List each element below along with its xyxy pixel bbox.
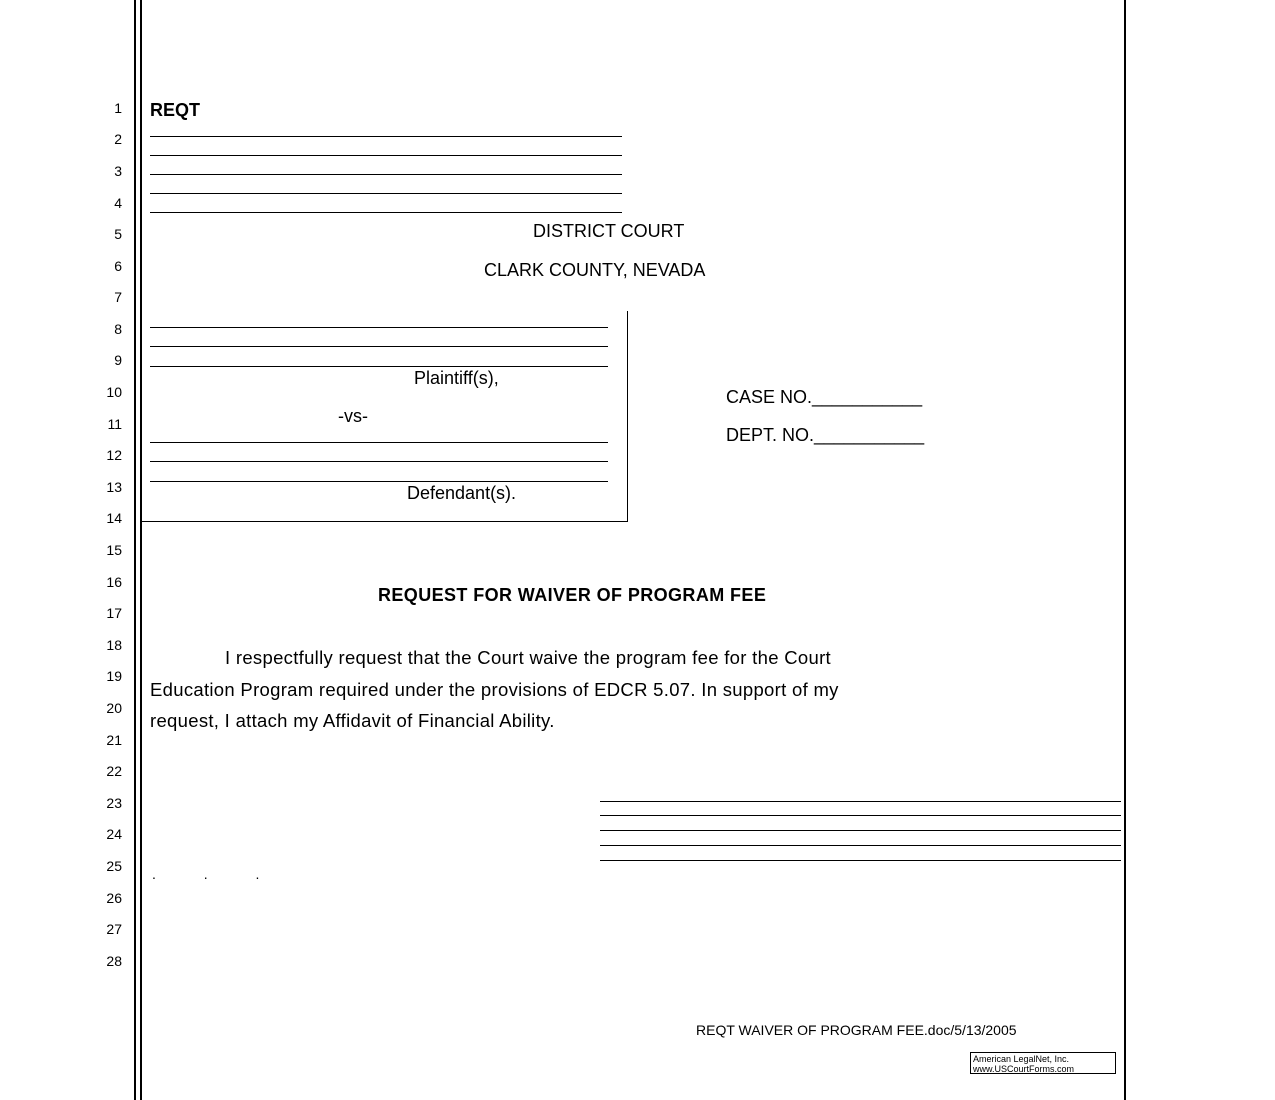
signature-blank-5[interactable] xyxy=(600,860,1121,861)
publisher-logo xyxy=(970,1052,1116,1074)
line-number: 7 xyxy=(114,289,122,305)
document-title: REQUEST FOR WAIVER OF PROGRAM FEE xyxy=(378,585,767,605)
signature-blank-2[interactable] xyxy=(600,815,1121,816)
dept-number-label: DEPT. NO. xyxy=(726,425,815,445)
line-number: 27 xyxy=(106,921,122,937)
line-number: 25 xyxy=(106,858,122,874)
signature-blank-1[interactable] xyxy=(600,801,1121,802)
line-number: 21 xyxy=(106,732,122,748)
line-number: 1 xyxy=(114,100,122,116)
publisher-url: www.USCourtForms.com xyxy=(973,1064,1075,1074)
signature-blank-3[interactable] xyxy=(600,830,1121,831)
body-line-1: I respectfully request that the Court waive the program fee for the Court xyxy=(225,647,831,668)
body-line-3: request, I attach my Affidavit of Financial Ability. xyxy=(150,710,555,731)
plaintiff-name-blank-2[interactable] xyxy=(150,346,608,347)
margin-rule-right xyxy=(1124,0,1126,1100)
plaintiff-label: Plaintiff(s), xyxy=(414,368,499,388)
line-number: 15 xyxy=(106,542,122,558)
attorney-info-blank-1[interactable] xyxy=(150,136,622,137)
plaintiff-name-blank-3[interactable] xyxy=(150,366,608,367)
line-number: 9 xyxy=(114,352,122,368)
line-number: 14 xyxy=(106,510,122,526)
margin-rule-left-inner xyxy=(140,0,142,1100)
line-number: 28 xyxy=(106,953,122,969)
defendant-name-blank-3[interactable] xyxy=(150,481,608,482)
line-number: 18 xyxy=(106,637,122,653)
signature-blank-4[interactable] xyxy=(600,845,1121,846)
attorney-info-blank-3[interactable] xyxy=(150,174,622,175)
line-number: 6 xyxy=(114,258,122,274)
line-number: 20 xyxy=(106,700,122,716)
defendant-name-blank-2[interactable] xyxy=(150,461,608,462)
publisher-name: American LegalNet, Inc. xyxy=(973,1054,1070,1064)
dept-number-line xyxy=(726,424,924,446)
line-number: 17 xyxy=(106,605,122,621)
line-number: 26 xyxy=(106,890,122,906)
line-number: 12 xyxy=(106,447,122,463)
plaintiff-name-blank-1[interactable] xyxy=(150,327,608,328)
defendant-label: Defendant(s). xyxy=(407,483,517,503)
line-number: 4 xyxy=(114,195,122,211)
line-number: 8 xyxy=(114,321,122,337)
case-number-label: CASE NO. xyxy=(726,387,813,407)
case-number-line xyxy=(726,386,922,408)
line-number: 13 xyxy=(106,479,122,495)
line-number: 19 xyxy=(106,668,122,684)
case-number-field[interactable]: ___________ xyxy=(812,387,923,407)
caption-box-bottom-rule xyxy=(140,521,628,522)
line-number: 2 xyxy=(114,131,122,147)
caption-box-right-rule xyxy=(627,311,628,522)
body-line-2: Education Program required under the provisions of EDCR 5.07. In support of my xyxy=(150,679,839,700)
line-number: 11 xyxy=(107,416,122,432)
line-number: 3 xyxy=(114,163,122,179)
versus-label: -vs- xyxy=(338,406,368,426)
line-number: 10 xyxy=(106,384,122,400)
line-number: 22 xyxy=(106,763,122,779)
line-number: 16 xyxy=(106,574,122,590)
doc-code: REQT xyxy=(150,100,201,120)
attorney-info-blank-4[interactable] xyxy=(150,193,622,194)
attorney-info-blank-2[interactable] xyxy=(150,155,622,156)
dept-number-field[interactable]: ___________ xyxy=(814,425,925,445)
line-number: 5 xyxy=(114,226,122,242)
line-number: 24 xyxy=(106,826,122,842)
court-county: CLARK COUNTY, NEVADA xyxy=(484,260,706,280)
line-number: 23 xyxy=(106,795,122,811)
court-name: DISTRICT COURT xyxy=(533,221,685,241)
stray-dots: . . . xyxy=(152,866,282,882)
margin-rule-left-outer xyxy=(134,0,136,1100)
footer-filename: REQT WAIVER OF PROGRAM FEE.doc/5/13/2005 xyxy=(696,1022,1017,1038)
defendant-name-blank-1[interactable] xyxy=(150,442,608,443)
attorney-info-blank-5[interactable] xyxy=(150,212,622,213)
